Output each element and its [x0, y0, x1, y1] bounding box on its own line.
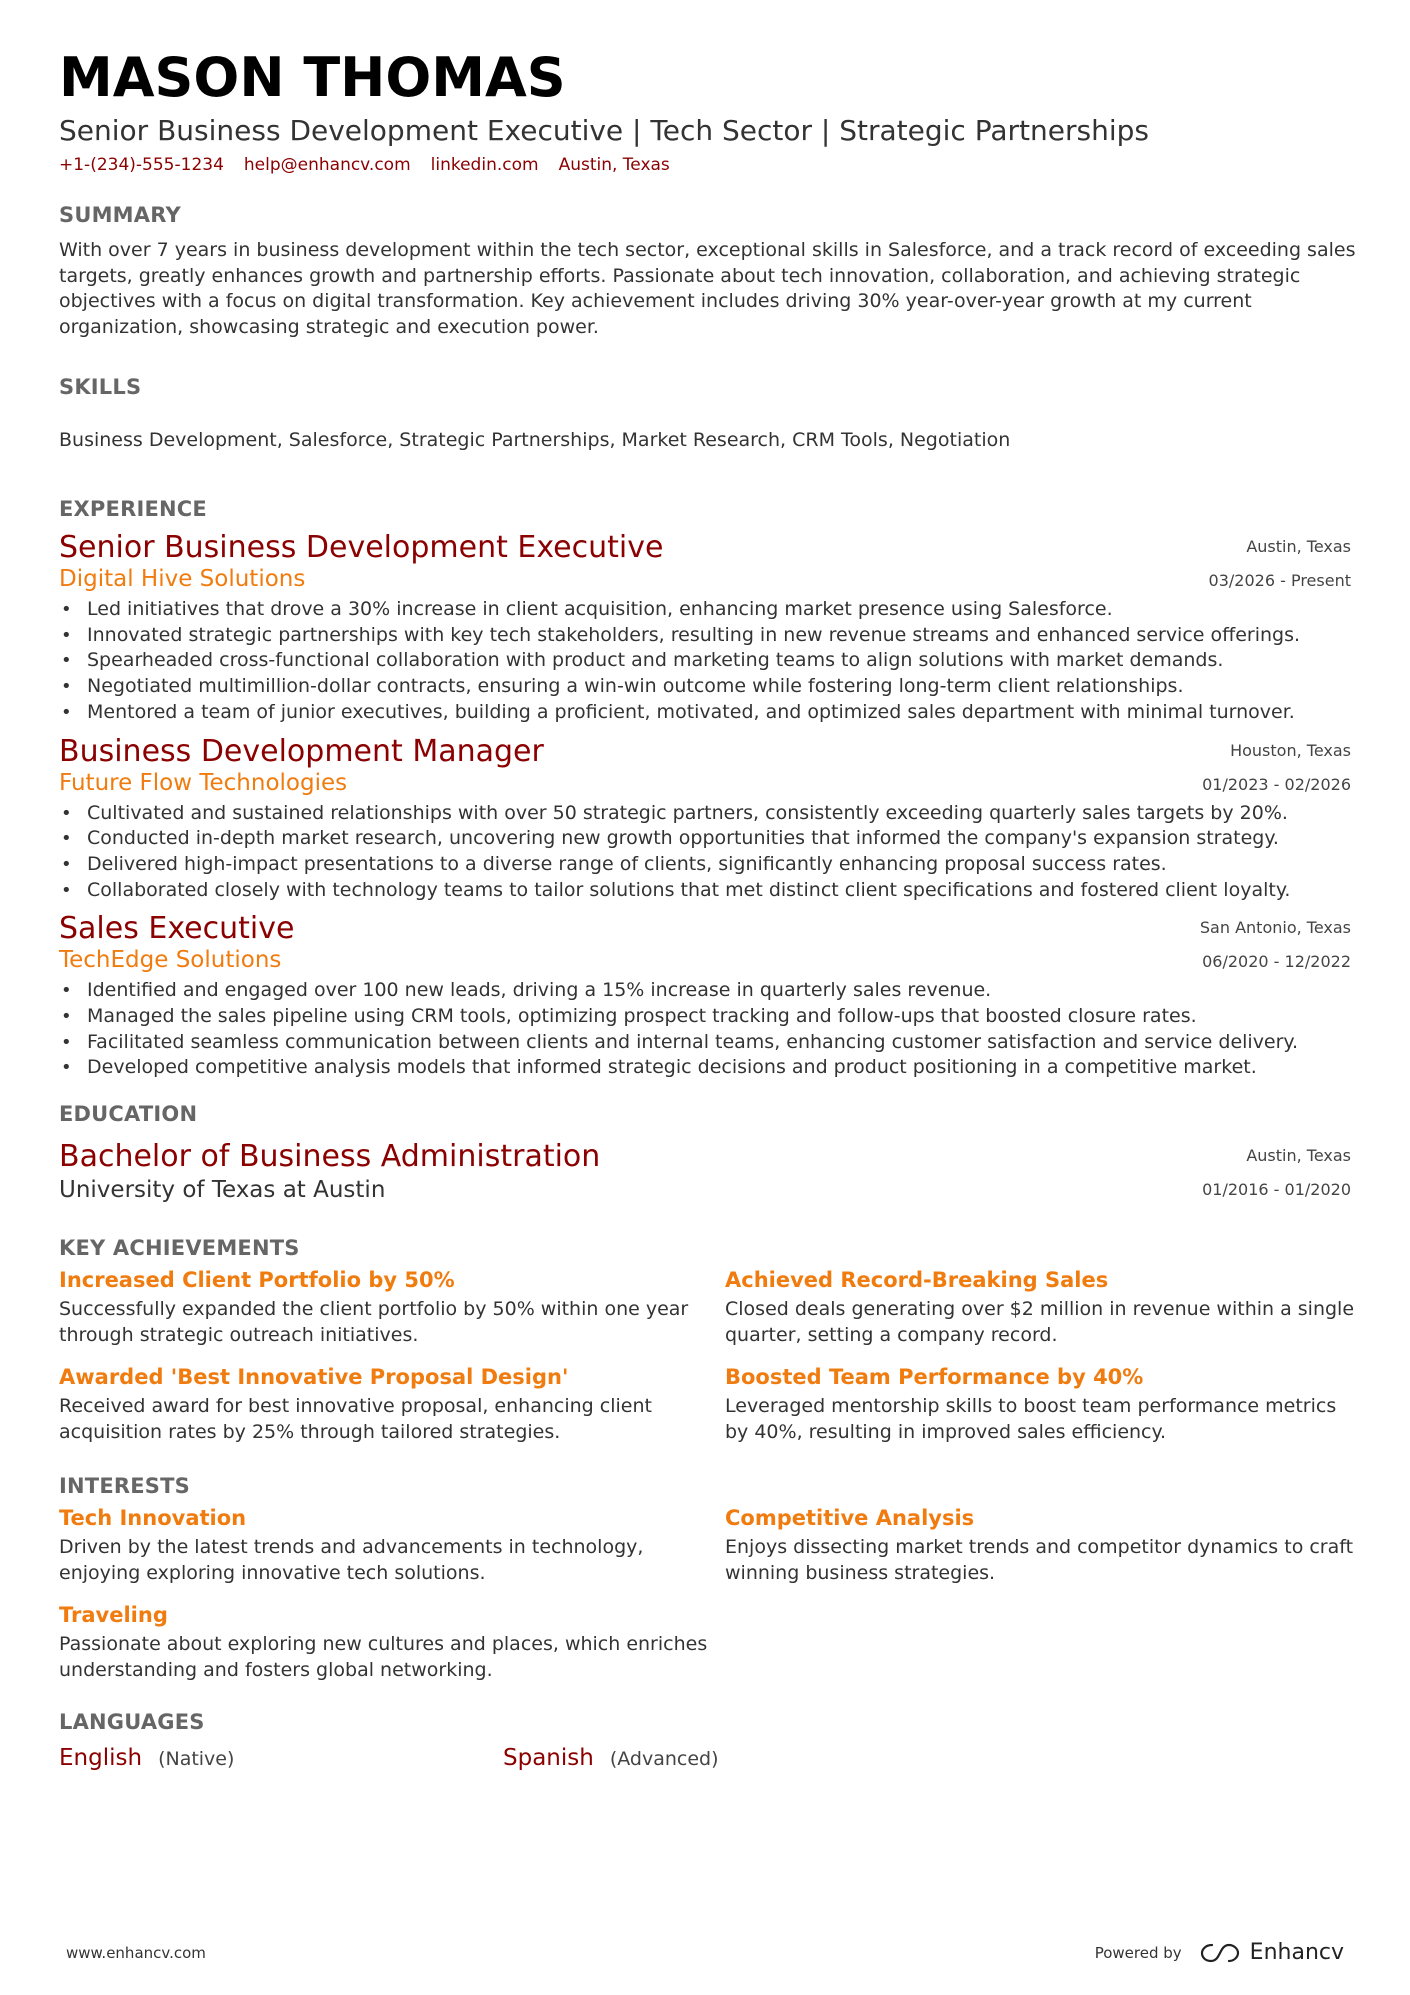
job-company: Digital Hive Solutions — [59, 566, 306, 592]
job-location: Houston, Texas — [1230, 740, 1351, 760]
section-title-interests: INTERESTS — [59, 1474, 190, 1499]
job-meta — [1200, 911, 1351, 979]
job-bullet: • Identified and engaged over 100 new leads, driving a 15% increase in quarterly sales revenue. — [59, 978, 1351, 1004]
interests-grid — [59, 1503, 1354, 1697]
email-link[interactable]: help@enhancv.com — [243, 155, 411, 175]
language-name: Spanish — [503, 1745, 594, 1772]
enhancv-logo-icon — [1200, 1942, 1240, 1964]
summary-section — [59, 202, 1356, 340]
powered-by-label: Powered by — [1094, 1943, 1182, 1962]
footer-website-link[interactable]: www.enhancv.com — [66, 1943, 206, 1962]
languages-row — [59, 1745, 1351, 1771]
education-meta — [1202, 1139, 1351, 1207]
achievement-item — [725, 1265, 1359, 1348]
job-meta — [1209, 530, 1351, 598]
job-bullet: • Spearheaded cross-functional collaboration with product and marketing teams to align solutions with market demands. — [59, 648, 1351, 674]
interest-text: Passionate about exploring new cultures and places, which enriches understanding and fosters global networking. — [59, 1633, 708, 1681]
interest-title: Traveling — [59, 1603, 168, 1628]
job-bullet: • Innovated strategic partnerships with key tech stakeholders, resulting in new revenue streams and enhanced service offerings. — [59, 623, 1351, 649]
achievement-text: Closed deals generating over $2 million in revenue within a single quarter, setting a company record. — [725, 1298, 1355, 1346]
job-entry — [59, 911, 1351, 1081]
achievements-section — [59, 1235, 1355, 1459]
job-bullet: • Collaborated closely with technology teams to tailor solutions that met distinct client specifications and fostered client loyalty. — [59, 878, 1351, 904]
achievement-title: Achieved Record-Breaking Sales — [725, 1268, 1109, 1293]
job-dates: 06/2020 - 12/2022 — [1202, 952, 1351, 972]
job-meta — [1202, 734, 1351, 802]
job-bullet: • Led initiatives that drove a 30% increase in client acquisition, enhancing market presence using Salesforce. — [59, 597, 1351, 623]
language-level: (Advanced) — [609, 1748, 719, 1771]
job-bullets — [59, 597, 1351, 726]
languages-section — [59, 1709, 1351, 1771]
interest-item — [725, 1503, 1359, 1586]
job-bullets — [59, 978, 1351, 1081]
interest-item — [59, 1600, 725, 1683]
job-dates: 03/2026 - Present — [1208, 571, 1351, 590]
section-title-skills: SKILLS — [59, 375, 142, 399]
job-entry — [59, 530, 1351, 726]
location-text: Austin, Texas — [558, 155, 670, 175]
brand-name: Enhancv — [1249, 1940, 1344, 1965]
section-title-languages: LANGUAGES — [59, 1710, 205, 1735]
linkedin-link[interactable]: linkedin.com — [430, 155, 539, 175]
education-entry — [59, 1139, 1351, 1205]
job-location: Austin, Texas — [1246, 537, 1351, 556]
achievements-grid — [59, 1265, 1355, 1459]
job-bullet: • Negotiated multimillion-dollar contracts, ensuring a win-win outcome while fostering long-term client relationships. — [59, 674, 1351, 700]
achievement-text: Leveraged mentorship skills to boost team performance metrics by 40%, resulting in improved sales efficiency. — [725, 1395, 1337, 1443]
language-item — [59, 1745, 503, 1771]
section-title-education: EDUCATION — [59, 1102, 198, 1127]
job-bullet: • Delivered high-impact presentations to a diverse range of clients, significantly enhancing proposal success rates. — [59, 852, 1351, 878]
achievement-item — [59, 1265, 725, 1348]
skills-list: Business Development, Salesforce, Strategic Partnerships, Market Research, CRM Tools, Negotiation — [59, 429, 1011, 451]
job-location: San Antonio, Texas — [1199, 918, 1351, 938]
job-bullet: • Conducted in-depth market research, uncovering new growth opportunities that informed the company's expansion strategy. — [59, 826, 1351, 852]
job-title: Business Development Manager — [59, 733, 544, 769]
candidate-headline: Senior Business Development Executive | Tech Sector | Strategic Partnerships — [59, 114, 1149, 147]
achievement-text: Received award for best innovative proposal, enhancing client acquisition rates by 25% through tailored strategies. — [59, 1395, 652, 1443]
education-section — [59, 1101, 1351, 1205]
section-title-experience: EXPERIENCE — [59, 497, 207, 521]
job-company: Future Flow Technologies — [59, 769, 348, 796]
page-footer — [66, 1940, 1344, 1965]
powered-by — [1095, 1940, 1344, 1965]
job-dates: 01/2023 - 02/2026 — [1202, 774, 1351, 794]
experience-section — [59, 496, 1351, 1081]
job-bullet: • Developed competitive analysis models that informed strategic decisions and product positioning in a competitive market. — [59, 1055, 1351, 1081]
interests-section — [59, 1473, 1354, 1697]
interest-title: Tech Innovation — [59, 1506, 247, 1531]
interest-title: Competitive Analysis — [725, 1506, 975, 1531]
education-location: Austin, Texas — [1246, 1146, 1351, 1166]
achievement-title: Awarded 'Best Innovative Proposal Design' — [59, 1365, 569, 1390]
school-name: University of Texas at Austin — [59, 1177, 386, 1204]
achievement-title: Increased Client Portfolio by 50% — [59, 1268, 455, 1293]
job-bullet: • Managed the sales pipeline using CRM tools, optimizing prospect tracking and follow-ups that boosted closure rates. — [59, 1004, 1351, 1030]
phone-link[interactable]: +1-(234)-555-1234 — [59, 155, 224, 175]
achievement-item — [59, 1362, 725, 1445]
job-bullet: • Facilitated seamless communication between clients and internal teams, enhancing customer satisfaction and service delivery. — [59, 1030, 1351, 1056]
language-name: English — [59, 1745, 143, 1772]
interest-text: Enjoys dissecting market trends and competitor dynamics to craft winning business strategies. — [725, 1536, 1354, 1584]
job-bullet: • Mentored a team of junior executives, building a proficient, motivated, and optimized sales department with minimal turnover. — [59, 700, 1351, 726]
degree-title: Bachelor of Business Administration — [59, 1139, 601, 1175]
job-bullets — [59, 801, 1351, 904]
summary-text: With over 7 years in business development within the tech sector, exceptional skills in Salesforce, and a track record of exceeding sales targets, greatly enhances growth and partnership efforts. Passionate about tech innovation, collaboration, and achieving strategic objectives with a focus on digital transformation. Key achievement includes driving 30% year-over-year growth at my current organization, showcasing strategic and execution power. — [59, 239, 1356, 338]
job-company: TechEdge Solutions — [59, 947, 282, 974]
interest-item — [59, 1503, 725, 1586]
job-entry — [59, 734, 1351, 904]
education-dates: 01/2016 - 01/2020 — [1202, 1180, 1351, 1200]
section-title-summary: SUMMARY — [59, 203, 181, 227]
job-bullet: • Cultivated and sustained relationships with over 50 strategic partners, consistently exceeding quarterly sales targets by 20%. — [59, 801, 1351, 827]
language-item — [503, 1745, 947, 1771]
candidate-name: MASON THOMAS — [59, 46, 566, 109]
job-title: Sales Executive — [59, 911, 295, 947]
contact-bar — [59, 154, 1351, 176]
enhancv-logo[interactable] — [1200, 1940, 1344, 1965]
achievement-item — [725, 1362, 1359, 1445]
language-level: (Native) — [158, 1748, 235, 1771]
achievement-title: Boosted Team Performance by 40% — [725, 1365, 1144, 1390]
section-title-achievements: KEY ACHIEVEMENTS — [59, 1236, 300, 1261]
job-title: Senior Business Development Executive — [59, 530, 664, 565]
resume-header — [59, 46, 1351, 176]
achievement-text: Successfully expanded the client portfolio by 50% within one year through strategic outreach initiatives. — [59, 1298, 689, 1346]
interest-text: Driven by the latest trends and advancements in technology, enjoying exploring innovative tech solutions. — [59, 1536, 644, 1584]
skills-section — [59, 374, 1351, 452]
